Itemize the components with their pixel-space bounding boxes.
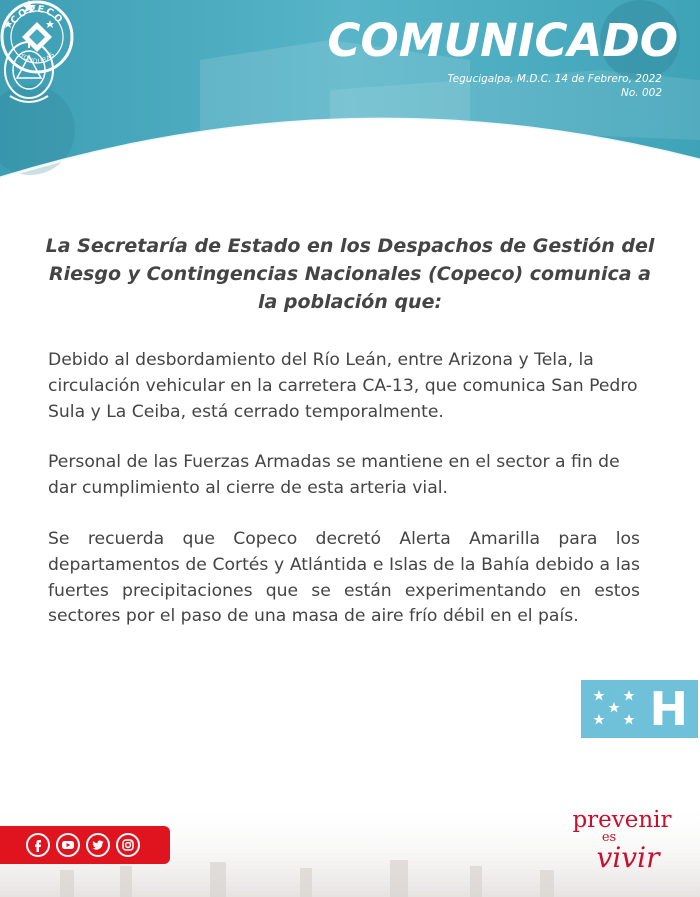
slogan-line-1: prevenir <box>572 807 672 833</box>
paragraph-3: Se recuerda que Copeco decretó Alerta Amarilla para los departamentos de Cortés y Atlántida e Islas de la Bahía debido a las fuertes precipitaciones que se están experimentando en estos sectores por el paso de una masa de aire frío débil en el país. <box>48 528 640 627</box>
flag-letter: H <box>649 682 688 736</box>
copeco-logo <box>0 0 74 74</box>
svg-text:HONDURAS <box>18 51 57 65</box>
honduras-flag-badge <box>581 680 698 738</box>
five-stars-icon <box>589 680 659 738</box>
slogan-line-3: vivir <box>596 841 660 874</box>
slogan <box>572 808 672 872</box>
page-title: COMUNICADO <box>327 14 678 67</box>
header-banner <box>0 0 700 190</box>
logo-text-bottom: HONDURAS <box>17 50 57 66</box>
twitter-icon[interactable] <box>86 833 110 857</box>
slogan-line-2: es <box>601 830 617 845</box>
paragraph-1: Debido al desbordamiento del Río Leán, entre Arizona y Tela, la circulación vehicular en la carretera CA-13, que comunica San Pedro Sula y La Ceiba, está cerrado temporalmente. <box>48 350 638 422</box>
date-location: Tegucigalpa, M.D.C. 14 de Febrero, 2022 <box>447 73 662 85</box>
paragraph-2: Personal de las Fuerzas Armadas se mantiene en el sector a fin de dar cumplimiento al cierre de esta arteria vial. <box>48 452 620 499</box>
body-text <box>48 348 640 655</box>
facebook-icon[interactable] <box>26 833 50 857</box>
dateline <box>448 72 662 100</box>
social-media-bar <box>0 826 170 864</box>
headline: La Secretaría de Estado en los Despachos de Gestión del Riesgo y Contingencias Nacionales (Copeco) comunica a la población que: <box>45 235 655 313</box>
document-number: No. 002 <box>621 87 662 99</box>
instagram-icon[interactable] <box>116 833 140 857</box>
youtube-icon[interactable] <box>56 833 80 857</box>
logo-text-top: COPECO <box>8 3 66 27</box>
